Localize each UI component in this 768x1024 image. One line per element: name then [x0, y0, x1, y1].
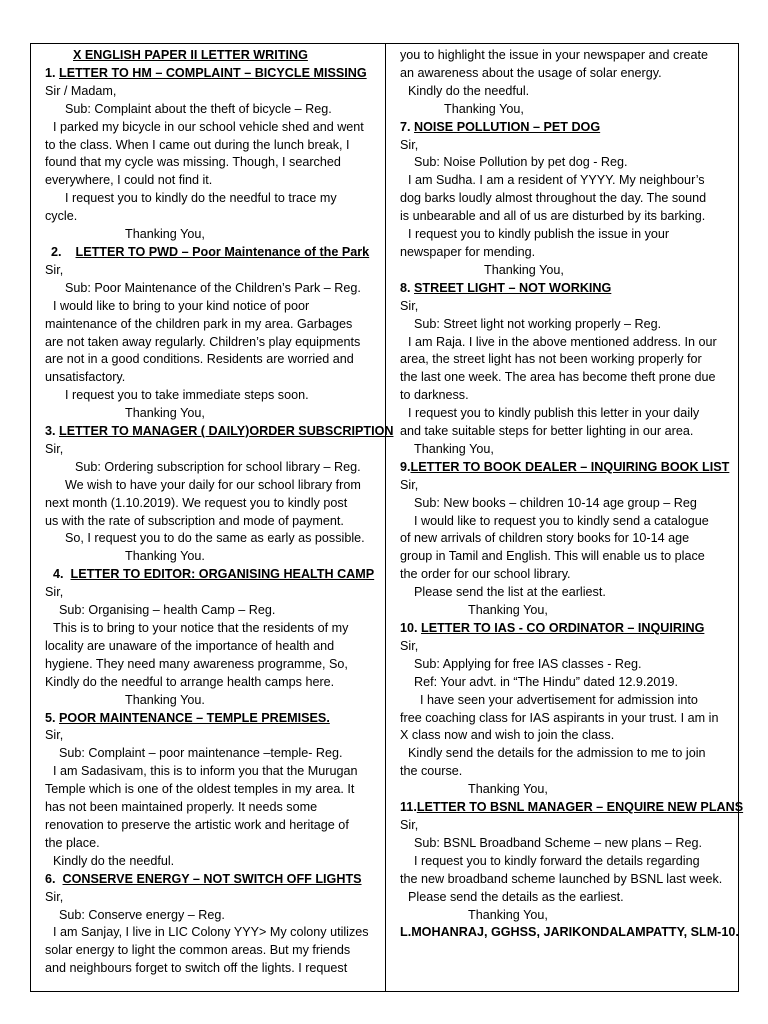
- right-column: [386, 44, 744, 991]
- body-line: cycle.: [45, 209, 78, 224]
- body-line: This is to bring to your notice that the residents of my: [53, 621, 349, 635]
- body-line: an awareness about the usage of solar energy.: [400, 65, 662, 80]
- subject-line: Sub: New books – children 10-14 age group – Reg: [414, 495, 697, 510]
- body-line: Please send the list at the earliest.: [414, 585, 606, 600]
- closing: Thanking You.: [125, 549, 205, 564]
- body-line: Kindly do the needful.: [53, 853, 175, 868]
- salutation: Sir,: [400, 298, 419, 313]
- subject-line: Sub: Applying for free IAS classes - Reg.: [414, 656, 642, 671]
- body-line: We wish to have your daily for our school library from: [65, 477, 361, 492]
- body-line: Kindly do the needful to arrange health camps here.: [45, 674, 335, 689]
- salutation: Sir,: [400, 638, 419, 653]
- body-line: hygiene. They need many awareness programme, So,: [45, 656, 348, 671]
- salutation: Sir,: [45, 262, 64, 277]
- body-line: area, the street light has not been working properly for: [400, 352, 702, 367]
- body-line: unsatisfactory.: [45, 370, 126, 385]
- body-line: I would like to request you to kindly send a catalogue: [414, 513, 709, 528]
- body-line: of new arrivals of children story books for 10-14 age: [400, 531, 690, 546]
- salutation: Sir,: [45, 585, 64, 600]
- letter-6-heading: 6. CONSERVE ENERGY – NOT SWITCH OFF LIGHTS: [45, 871, 362, 886]
- body-line: and take suitable steps for better lighting in our area.: [400, 424, 694, 439]
- body-line: newspaper for mending.: [400, 244, 536, 259]
- body-line: to darkness.: [400, 388, 469, 403]
- body-line: us with the rate of subscription and mode of payment.: [45, 513, 344, 528]
- body-line: the place.: [45, 835, 100, 850]
- body-line: Temple which is one of the oldest temples in my area. It: [45, 782, 355, 797]
- page-title: X ENGLISH PAPER II LETTER WRITING: [73, 48, 308, 62]
- closing: Thanking You,: [468, 603, 548, 618]
- closing: Thanking You.: [125, 692, 205, 707]
- body-line: the new broadband scheme launched by BSNL last week.: [400, 871, 723, 886]
- body-line: I request you to kindly publish this letter in your daily: [408, 406, 700, 421]
- body-line: I have seen your advertisement for admission into: [420, 692, 698, 707]
- subject-line: Sub: Complaint – poor maintenance –temple- Reg.: [59, 746, 343, 761]
- body-line: Kindly send the details for the admission to me to join: [408, 746, 706, 761]
- body-line: I request you to kindly publish the issue in your: [408, 227, 670, 242]
- left-column: [31, 44, 394, 991]
- body-line: everywhere, I could not find it.: [45, 173, 213, 188]
- body-line: Please send the details as the earliest.: [408, 889, 624, 904]
- salutation: Sir,: [400, 817, 419, 832]
- closing: Thanking You,: [414, 441, 494, 456]
- author-signature: L.MOHANRAJ, GGHSS, JARIKONDALAMPATTY, SLM-10.: [400, 925, 739, 940]
- letter-2-heading: 2. LETTER TO PWD – Poor Maintenance of the Park: [51, 244, 370, 259]
- body-line: I parked my bicycle in our school vehicle shed and went: [53, 119, 364, 134]
- body-line: are not in a good conditions. Residents are worried and: [45, 352, 354, 367]
- salutation: Sir / Madam,: [45, 83, 117, 98]
- salutation: Sir,: [400, 137, 419, 152]
- letter-7-heading: 7. NOISE POLLUTION – PET DOG: [400, 119, 601, 134]
- body-line: group in Tamil and English. This will enable us to place: [400, 549, 705, 564]
- document-page: [30, 43, 744, 992]
- body-line: and neighbours forget to switch off the lights. I request: [45, 961, 348, 976]
- body-line: are not taken away regularly. Children’s play equipments: [45, 334, 361, 349]
- letter-3-heading: 3. LETTER TO MANAGER ( DAILY)ORDER SUBSCRIPTION: [45, 424, 394, 439]
- letter-10-heading: 10. LETTER TO IAS - CO ORDINATOR – INQUIRING: [400, 621, 705, 635]
- body-line: free coaching class for IAS aspirants in your trust. I am in: [400, 710, 719, 725]
- body-line: is unbearable and all of us are disturbed by its barking.: [400, 209, 706, 224]
- closing: Thanking You,: [125, 406, 205, 421]
- reference-line: Ref: Your advt. in “The Hindu” dated 12.9.2019.: [414, 674, 678, 689]
- body-line: the order for our school library.: [400, 567, 571, 582]
- body-line: found that my cycle was missing. Though, I searched: [45, 155, 341, 170]
- letter-8-heading: 8. STREET LIGHT – NOT WORKING: [400, 280, 612, 295]
- letter-11-heading: 11.LETTER TO BSNL MANAGER – ENQUIRE NEW PLANS: [400, 800, 744, 815]
- letter-5-heading: 5. POOR MAINTENANCE – TEMPLE PREMISES.: [45, 710, 330, 725]
- closing: Thanking You,: [444, 101, 524, 116]
- subject-line: Sub: BSNL Broadband Scheme – new plans – Reg.: [414, 835, 702, 850]
- closing: Thanking You,: [125, 227, 205, 242]
- subject-line: Sub: Organising – health Camp – Reg.: [59, 603, 276, 618]
- body-line: dog barks loudly almost throughout the day. The sound: [400, 191, 707, 206]
- body-line: I request you to kindly forward the details regarding: [414, 853, 700, 868]
- subject-line: Sub: Ordering subscription for school library – Reg.: [75, 459, 361, 474]
- closing: Thanking You,: [468, 907, 548, 922]
- closing: Thanking You,: [484, 262, 564, 277]
- salutation: Sir,: [400, 477, 419, 492]
- body-line: I am Sadasivam, this is to inform you that the Murugan: [53, 764, 358, 779]
- letter-1-heading: 1. LETTER TO HM – COMPLAINT – BICYCLE MISSING: [45, 65, 367, 80]
- subject-line: Sub: Noise Pollution by pet dog - Reg.: [414, 155, 628, 170]
- body-line: X class now and wish to join the class.: [400, 728, 615, 743]
- body-line: next month (1.10.2019). We request you to kindly post: [45, 495, 348, 510]
- salutation: Sir,: [45, 728, 64, 743]
- body-line: has not been maintained properly. It needs some: [45, 800, 318, 815]
- body-line: I request you to take immediate steps soon.: [65, 388, 309, 403]
- subject-line: Sub: Poor Maintenance of the Children’s Park – Reg.: [65, 280, 361, 295]
- subject-line: Sub: Conserve energy – Reg.: [59, 907, 225, 922]
- salutation: Sir,: [45, 889, 64, 904]
- body-line: solar energy to light the common areas. But my friends: [45, 943, 351, 958]
- closing: Thanking You,: [468, 782, 548, 797]
- body-line: So, I request you to do the same as early as possible.: [65, 531, 365, 546]
- body-line: Kindly do the needful.: [408, 83, 530, 98]
- body-line: I would like to bring to your kind notice of poor: [53, 298, 310, 313]
- body-line: I request you to kindly do the needful to trace my: [65, 191, 337, 206]
- subject-line: Sub: Complaint about the theft of bicycle – Reg.: [65, 101, 332, 116]
- body-line: the course.: [400, 764, 463, 779]
- body-line: you to highlight the issue in your newspaper and create: [400, 48, 709, 62]
- body-line: I am Sudha. I am a resident of YYYY. My neighbour’s: [408, 173, 705, 188]
- body-line: I am Raja. I live in the above mentioned address. In our: [408, 334, 717, 349]
- letter-9-heading: 9.LETTER TO BOOK DEALER – INQUIRING BOOK LIST: [400, 459, 730, 474]
- body-line: the last one week. The area has become theft prone due: [400, 370, 716, 385]
- body-line: locality are unaware of the importance of health and: [45, 638, 335, 653]
- salutation: Sir,: [45, 441, 64, 456]
- subject-line: Sub: Street light not working properly – Reg.: [414, 316, 662, 331]
- body-line: to the class. When I came out during the lunch break, I: [45, 137, 350, 152]
- body-line: renovation to preserve the artistic work and heritage of: [45, 817, 349, 832]
- body-line: maintenance of the children park in my area. Garbages: [45, 316, 353, 331]
- letter-4-heading: 4. LETTER TO EDITOR: ORGANISING HEALTH CAMP: [53, 567, 375, 582]
- body-line: I am Sanjay, I live in LIC Colony YYY> My colony utilizes: [53, 925, 369, 940]
